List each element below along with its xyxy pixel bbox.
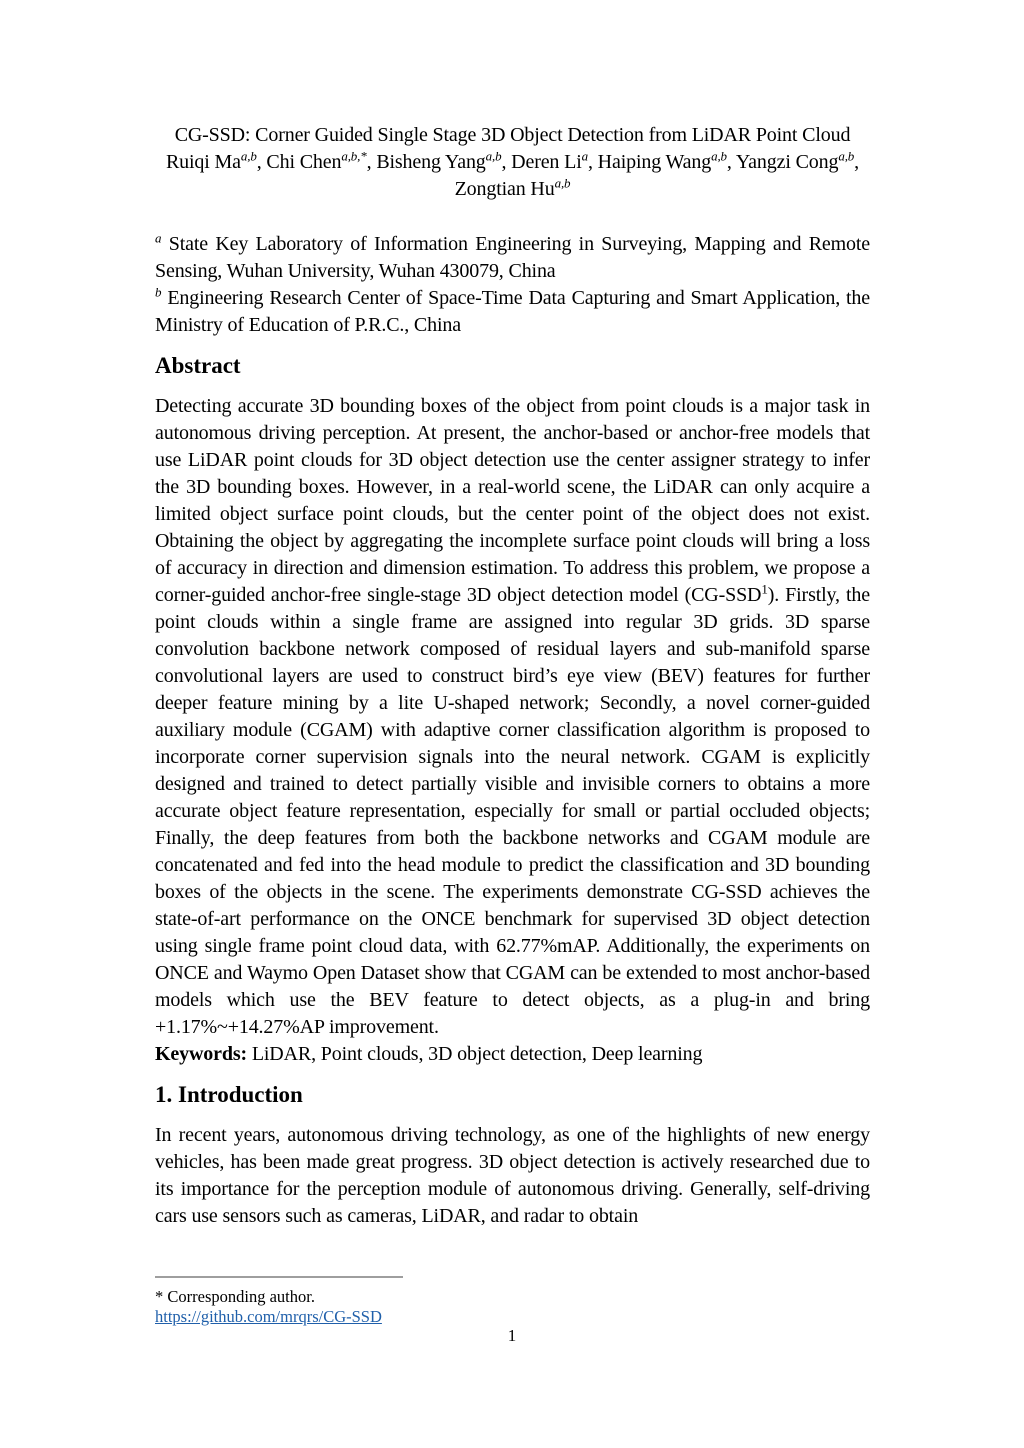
author-affiliation-sup: a,b [838,148,855,164]
author-name: Yangzi Cong [735,151,839,173]
page-number: 1 [507,1326,517,1345]
affiliation-a [155,231,870,285]
title-block [155,122,870,203]
abstract-text [155,393,870,1041]
author [735,148,860,173]
author-affiliation-sup: a,b [240,148,257,164]
page-content [155,0,870,1230]
author-affiliation-sup: a,b [554,175,571,191]
abstract-text-part2: ). Firstly, the point clouds within a single frame are assigned into regular 3D grids. 3D sparse convolution backbone network composed of residual layers and sub-manifold sparse convolutional layers are used to construct bird’s eye view (BEV) features for further deeper feature mining by a lite U-shaped network; Secondly, a novel corner-guided auxiliary module (CGAM) with adaptive corner classification algorithm is proposed to incorporate corner supervision signals into the neural network. CGAM is explicitly designed and trained to detect partially visible and invisible corners to obtains a more accurate object feature representation, especially for small or partial occluded objects; Finally, the deep features from both the backbone networks and CGAM module are concatenated and fed into the head module to predict the classification and 3D bounding boxes of the objects in the scene. The experiments demonstrate CG-SSD achieves the state-of-art performance on the ONCE benchmark for supervised 3D object detection using single frame point cloud data, with 62.77%mAP. Additionally, the experiments on ONCE and Waymo Open Dataset show that CGAM can be extended to most anchor-based models which use the BEV feature to detect objects, as a plug-in and bring +1.17%~+14.27%AP improvement. [155,584,870,1038]
author [165,148,267,173]
author [266,148,377,173]
author-affiliation-sup: a [581,148,588,164]
corresponding-author-note: * Corresponding author. [155,1287,315,1306]
page-title: CG-SSD: Corner Guided Single Stage 3D Object Detection from LiDAR Point Cloud [174,124,851,146]
affiliation-sup: b [155,284,162,300]
keywords-text: LiDAR, Point clouds, 3D object detection, Deep learning [246,1043,703,1065]
footnote-marker: 1 [761,581,768,597]
author-name: Ruiqi Ma [165,151,241,173]
author-affiliation-sup: a,b,* [341,148,367,164]
authors-line [155,149,870,203]
author-separator: , [854,151,860,173]
github-link-line [155,1307,403,1327]
author-separator: , [501,151,512,173]
introduction-heading: 1. Introduction [155,1082,303,1107]
footnote-divider [155,1276,403,1278]
author-name: Haiping Wang [597,151,712,173]
author [511,148,598,173]
author [597,148,736,173]
footnote-block [155,1276,403,1327]
author-separator: , [366,151,377,173]
author-name: Bisheng Yang [376,151,486,173]
author-separator: , [726,151,736,173]
author-name: Zongtian Hu [454,178,555,200]
author-name: Chi Chen [266,151,342,173]
github-link[interactable]: https://github.com/mrqrs/CG-SSD [155,1307,382,1326]
author [376,148,512,173]
affiliations-block [155,231,870,339]
author [454,175,571,200]
author-affiliation-sup: a,b [485,148,502,164]
author-affiliation-sup: a,b [711,148,727,164]
abstract-text-part1: Detecting accurate 3D bounding boxes of the object from point clouds is a major task in autonomous driving perception. At present, the anchor-based or anchor-free models that use LiDAR point clouds for 3D object detection use the center assigner strategy to infer the 3D bounding boxes. However, in a real-world scene, the LiDAR can only acquire a limited object surface point clouds, but the center point of the object does not exist. Obtaining the object by aggregating the incomplete surface point clouds will bring a loss of accuracy in direction and dimension estimation. To address this problem, we propose a corner-guided anchor-free single-stage 3D object detection model (CG-SSD [155,395,870,606]
keywords-label: Keywords: [155,1043,247,1065]
affiliation-sup: a [155,230,162,246]
author-separator: , [587,151,598,173]
author-name: Deren Li [511,151,582,173]
affiliation-text: Engineering Research Center of Space-Time Data Capturing and Smart Application, the Ministry of Education of P.R.C., China [155,287,870,336]
affiliation-text: State Key Laboratory of Information Engineering in Surveying, Mapping and Remote Sensing, Wuhan University, Wuhan 430079, China [155,233,870,282]
author-separator: , [256,151,267,173]
abstract-heading: Abstract [155,353,241,378]
affiliation-b [155,285,870,339]
keywords-line [155,1041,870,1068]
introduction-text: In recent years, autonomous driving technology, as one of the highlights of new energy vehicles, has been made great progress. 3D object detection is actively researched due to its importance for the perception module of autonomous driving. Generally, self-driving cars use sensors such as cameras, LiDAR, and radar to obtain [155,1124,870,1227]
